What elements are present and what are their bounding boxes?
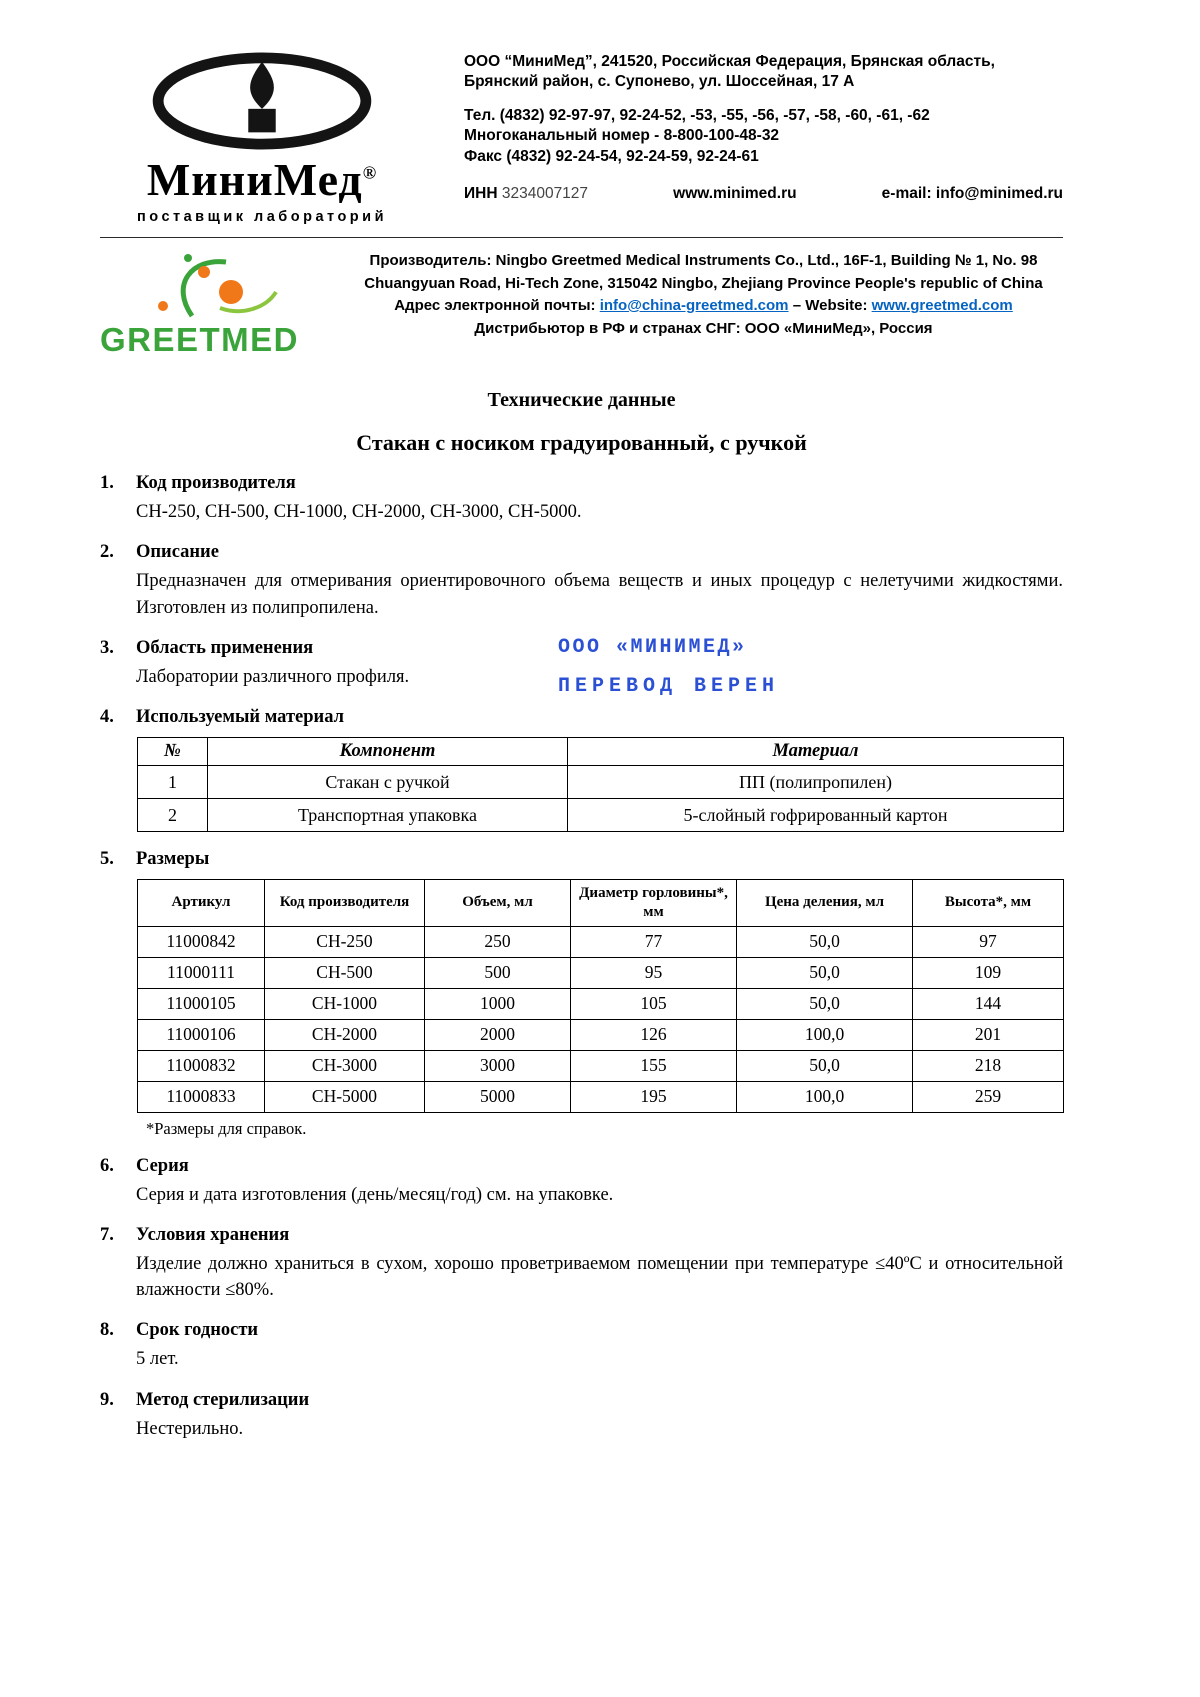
phone-line: Тел. (4832) 92-97-97, 92-24-52, -53, -55, -56, -57, -58, -60, -61, -62	[464, 106, 930, 124]
sizes-table	[137, 879, 1064, 1113]
fax-line: Факс (4832) 92-24-54, 92-24-59, 92-24-61	[464, 147, 759, 165]
table-row	[138, 1081, 1064, 1112]
table-cell: 95	[571, 957, 737, 988]
header-divider	[100, 237, 1063, 238]
section-number: 6.	[100, 1155, 114, 1176]
greetmed-text-block	[344, 246, 1063, 359]
section-body: Изделие должно храниться в сухом, хорошо проветриваемом помещении при температуре ≤40ºС и относительной влажности ≤80%.	[136, 1253, 1063, 1301]
material-col-header: Материал	[568, 738, 1064, 766]
sizes-col-header: Код производителя	[265, 880, 425, 927]
table-cell: СН-1000	[265, 988, 425, 1019]
table-cell: 218	[913, 1050, 1064, 1081]
table-cell: 2000	[425, 1019, 571, 1050]
table-cell: 50,0	[737, 988, 913, 1019]
table-cell: 500	[425, 957, 571, 988]
table-cell: Стакан с ручкой	[208, 766, 568, 799]
section-heading	[100, 1156, 1063, 1177]
table-cell: 97	[913, 926, 1064, 957]
section-title: Код производителя	[136, 473, 296, 493]
section-title: Размеры	[136, 849, 210, 870]
section-body: Нестерильно.	[136, 1418, 244, 1439]
inn-value: 3234007127	[501, 185, 589, 203]
greetmed-brand: GREETMED	[100, 321, 300, 358]
section-heading	[100, 849, 1063, 870]
inn	[464, 184, 588, 204]
sizes-header-row	[138, 880, 1064, 927]
table-cell: 11000833	[138, 1081, 265, 1112]
table-cell: 11000106	[138, 1019, 265, 1050]
inn-label: ИНН	[464, 185, 498, 203]
section-title: Описание	[136, 542, 219, 563]
table-row	[138, 957, 1064, 988]
address-line-1: ООО “МиниМед”, 241520, Российская Федерация, Брянская область,	[464, 53, 995, 70]
table-cell: 100,0	[737, 1019, 913, 1050]
section-number: 1.	[100, 473, 114, 493]
table-cell: 201	[913, 1019, 1064, 1050]
page-title: Технические данные	[487, 389, 676, 411]
sizes-col-header: Высота*, мм	[913, 880, 1064, 927]
sizes-col-header: Диаметр горловины*, мм	[571, 880, 737, 927]
section-heading	[100, 542, 1063, 563]
table-row	[138, 988, 1064, 1019]
section-number: 3.	[100, 637, 114, 658]
section-number: 9.	[100, 1389, 114, 1410]
section-number: 7.	[100, 1224, 114, 1245]
material-col-header: №	[138, 738, 208, 766]
table-cell: 11000832	[138, 1050, 265, 1081]
section-title: Используемый материал	[136, 707, 344, 728]
minimed-email: e-mail: info@minimed.ru	[881, 185, 1063, 203]
section-title: Серия	[136, 1155, 189, 1176]
greetmed-figure-icon	[100, 250, 310, 320]
table-cell: 2	[138, 799, 208, 832]
stamp-certification: ПЕРЕВОД ВЕРЕН	[558, 674, 780, 698]
table-row	[138, 1019, 1064, 1050]
address-line-2: Брянский район, с. Супонево, ул. Шоссейная, 17 А	[464, 73, 855, 91]
minimed-contact-block	[464, 52, 1063, 225]
website-label: – Website:	[788, 297, 872, 314]
minimed-logo	[106, 52, 418, 225]
section-heading	[100, 473, 1063, 494]
table-cell: СН-2000	[265, 1019, 425, 1050]
section-body: Предназначен для отмеривания ориентировочного объема веществ и иных процедур с нелетучими жидкостями. Изготовлен из полипропилена.	[136, 571, 1063, 618]
stamp-company: ООО «МИНИМЕД»	[558, 635, 747, 659]
minimed-header	[100, 52, 1063, 225]
section-shelf-life	[100, 1320, 1063, 1372]
registered-mark: ®	[362, 162, 378, 183]
table-cell: 100,0	[737, 1081, 913, 1112]
section-title: Метод стерилизации	[136, 1389, 310, 1410]
section-number: 8.	[100, 1320, 114, 1341]
section-body: 5 лет.	[136, 1349, 179, 1370]
sizes-col-header: Цена деления, мл	[737, 880, 913, 927]
greetmed-website-link[interactable]: www.greetmed.com	[871, 297, 1013, 314]
manufacturer-line-1: Производитель: Ningbo Greetmed Medical Instruments Co., Ltd., 16F-1, Building № 1, No. 98	[369, 252, 1038, 269]
section-sterilization-method	[100, 1390, 1063, 1442]
table-cell: 1000	[425, 988, 571, 1019]
table-cell: 11000842	[138, 926, 265, 957]
greetmed-logo	[100, 246, 344, 359]
distributor-line: Дистрибьютор в РФ и странах СНГ: ООО «МиниМед», Россия	[474, 319, 933, 337]
manufacturer-contacts	[344, 295, 1063, 318]
table-cell: 144	[913, 988, 1064, 1019]
table-cell: 50,0	[737, 926, 913, 957]
table-cell: 11000105	[138, 988, 265, 1019]
table-cell: 50,0	[737, 957, 913, 988]
section-heading	[100, 707, 1063, 728]
table-cell: ПП (полипропилен)	[568, 766, 1064, 799]
inn-row	[464, 184, 1063, 204]
table-cell: 50,0	[737, 1050, 913, 1081]
sizes-footnote: *Размеры для справок.	[146, 1118, 307, 1138]
manufacturer-line-2: Chuangyuan Road, Hi-Tech Zone, 315042 Ningbo, Zhejiang Province People's republic of China	[364, 274, 1043, 292]
table-cell: 126	[571, 1019, 737, 1050]
section-manufacturer-code	[100, 473, 1063, 525]
table-cell: 77	[571, 926, 737, 957]
brand-text: МиниМед	[146, 154, 363, 205]
table-cell: 195	[571, 1081, 737, 1112]
minimed-website: www.minimed.ru	[673, 185, 797, 203]
table-cell: Транспортная упаковка	[208, 799, 568, 832]
material-header-row	[138, 738, 1064, 766]
section-title: Срок годности	[136, 1320, 259, 1341]
section-heading	[100, 1225, 1063, 1246]
section-body: Лаборатории различного профиля.	[136, 666, 410, 687]
section-body: Серия и дата изготовления (день/месяц/год) см. на упаковке.	[136, 1184, 614, 1205]
section-storage-conditions	[100, 1225, 1063, 1304]
sizes-col-header: Артикул	[138, 880, 265, 927]
section-body: СН-250, СН-500, СН-1000, СН-2000, СН-3000, СН-5000.	[136, 502, 582, 522]
section-application-area	[100, 635, 1063, 698]
section-title: Область применения	[136, 637, 314, 658]
table-cell: СН-5000	[265, 1081, 425, 1112]
sizes-col-header: Объем, мл	[425, 880, 571, 927]
material-col-header: Компонент	[208, 738, 568, 766]
table-cell: СН-500	[265, 957, 425, 988]
table-cell: 105	[571, 988, 737, 1019]
section-number: 4.	[100, 707, 114, 728]
table-cell: СН-250	[265, 926, 425, 957]
minimed-tagline: поставщик лабораторий	[137, 209, 387, 225]
section-title: Условия хранения	[136, 1224, 290, 1245]
table-row	[138, 1050, 1064, 1081]
table-cell: 1	[138, 766, 208, 799]
multichannel-line: Многоканальный номер - 8-800-100-48-32	[464, 127, 780, 145]
section-heading	[100, 1320, 1063, 1341]
phone-block	[464, 106, 1063, 167]
candle-oval-icon	[147, 52, 377, 150]
table-cell: 5-слойный гофрированный картон	[568, 799, 1064, 832]
table-cell: 109	[913, 957, 1064, 988]
section-material	[100, 707, 1063, 832]
section-series	[100, 1156, 1063, 1208]
table-row	[138, 926, 1064, 957]
greetmed-email-link[interactable]: info@china-greetmed.com	[599, 297, 789, 314]
greetmed-header	[100, 246, 1063, 359]
table-cell: 155	[571, 1050, 737, 1081]
material-table	[137, 737, 1064, 832]
section-sizes	[100, 849, 1063, 1139]
table-cell: 259	[913, 1081, 1064, 1112]
section-number: 2.	[100, 542, 114, 563]
table-cell: 250	[425, 926, 571, 957]
page-subtitle: Стакан с носиком градуированный, с ручкой	[356, 430, 807, 455]
table-cell: 5000	[425, 1081, 571, 1112]
section-heading	[100, 1390, 1063, 1411]
translation-stamp	[558, 636, 779, 698]
table-cell: СН-3000	[265, 1050, 425, 1081]
table-row	[138, 766, 1064, 799]
minimed-brand	[106, 154, 418, 205]
table-cell: 3000	[425, 1050, 571, 1081]
section-number: 5.	[100, 849, 114, 870]
table-cell: 11000111	[138, 957, 265, 988]
email-label: Адрес электронной почты:	[394, 297, 600, 314]
table-row	[138, 799, 1064, 832]
section-description	[100, 542, 1063, 621]
